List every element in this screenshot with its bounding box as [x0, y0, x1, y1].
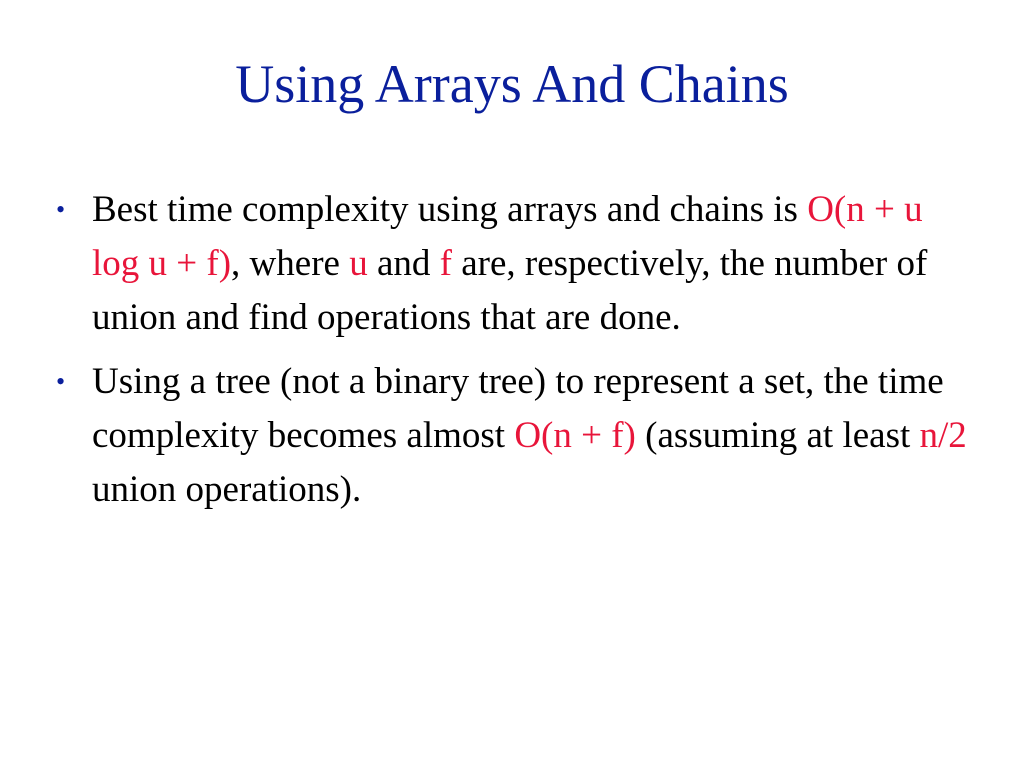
bullet-text: are, respectively, the number of union and find operations that are done. [92, 243, 928, 338]
complexity-formula: O(n + f) [514, 415, 636, 456]
bullet-text: Best time complexity using arrays and chains is [92, 189, 808, 230]
variable-f: f [439, 243, 452, 284]
variable-u: u [349, 243, 368, 284]
bullet-text: , where [231, 243, 350, 284]
complexity-formula: O(n + u log u + f) [92, 189, 923, 284]
bullet-icon: • [56, 367, 66, 396]
slide-title: Using Arrays And Chains [235, 54, 789, 114]
bullet-icon: • [56, 195, 66, 224]
variable-n-half: n/2 [919, 415, 967, 456]
bullet-text: union operations). [92, 469, 362, 510]
bullet-list [56, 183, 976, 527]
bullet-text: Using a tree (not a binary tree) to represent a set, the time complexity becomes almost [92, 361, 944, 456]
bullet-text: (assuming at least [635, 415, 920, 456]
bullet-item-arrays-chains [56, 183, 976, 345]
bullet-text: and [367, 243, 440, 284]
bullet-item-tree [56, 355, 976, 517]
